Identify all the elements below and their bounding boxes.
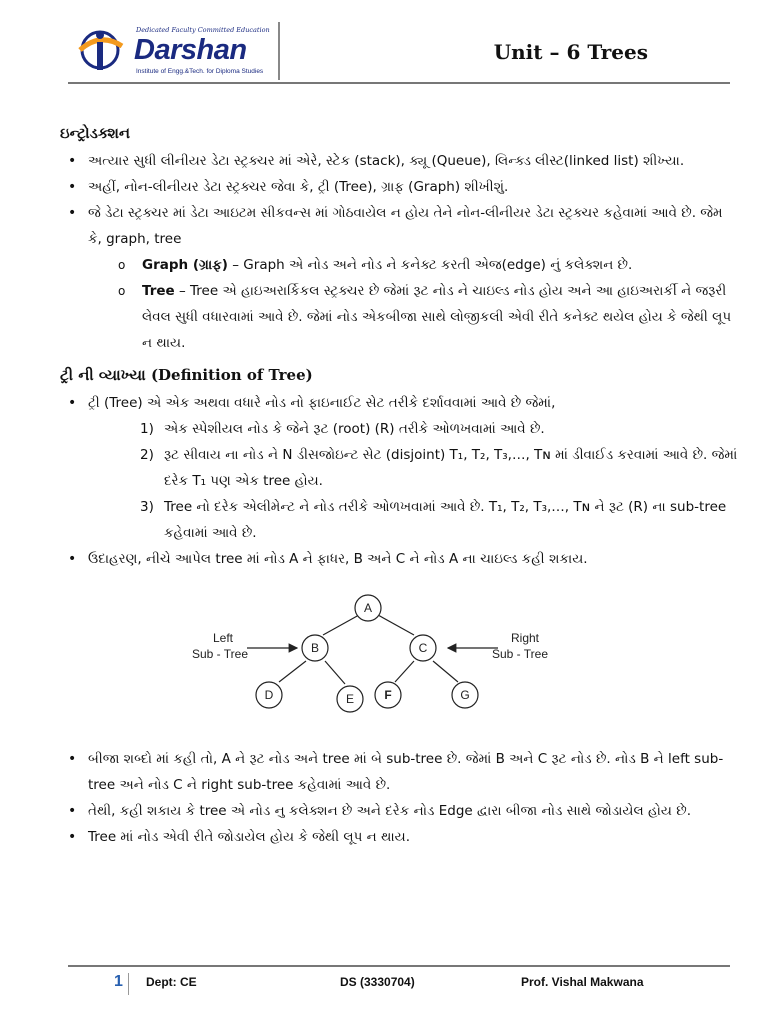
graph-item xyxy=(112,252,740,278)
edge-c-f xyxy=(395,661,414,682)
tree-edges xyxy=(247,615,498,684)
page-footer xyxy=(68,965,730,990)
definition-numbered-list xyxy=(88,416,740,546)
summary-bullet: • Tree માં નોડ એવી રીતે જોડાયેલ હોય કે જેથી લૂપ ન થાય. xyxy=(60,824,740,850)
tree-diagram-svg xyxy=(60,578,740,728)
intro-list xyxy=(60,148,740,356)
definition-heading xyxy=(60,362,740,388)
logo-tagline: Dedicated Faculty Committed Education xyxy=(136,26,270,34)
intro-sub-list xyxy=(88,252,740,356)
item-text: Tree નો દરેક એલીમેન્ટ ને નોડ તરીકે ઓળખવામાં આવે છે. T₁, T₂, T₃,…, Tɴ ને રૂટ (R) ના sub-tree કહેવામાં આવે છે. xyxy=(164,499,727,541)
edge-c-g xyxy=(433,661,458,682)
edge-b-d xyxy=(279,661,306,682)
footer-divider xyxy=(128,973,129,995)
edge-b-e xyxy=(325,661,345,684)
svg-text:F: F xyxy=(384,688,392,702)
right-label-2: Sub - Tree xyxy=(491,647,549,661)
logo-emblem-icon xyxy=(74,26,130,76)
summary-bullet: • તેથી, કહી શકાય કે tree એ નોડ નુ કલેક્શન છે અને દરેક નોડ Edge દ્વારા બીજા નોડ સાથે જોડાયેલ હોય છે. xyxy=(60,798,740,824)
item-text: રૂટ સીવાય ના નોડ ને N ડીસજોઇન્ટ સેટ (disjoint) T₁, T₂, T₃,…, Tɴ માં ડીવાઈડ કરવામાં આવે છે. જેમાં દરેક T₁ પણ એક tree હોય. xyxy=(164,447,738,489)
left-label-2: Sub - Tree xyxy=(191,647,249,661)
svg-text:C: C xyxy=(418,641,428,655)
definition-bullet-text: ટ્રી (Tree) એ એક અથવા વધારે નોડ નો ફાઇનાઈટ સેટ તરીકે દર્શાવવામાં આવે છે જેમાં, xyxy=(88,395,556,411)
darshan-logo xyxy=(74,24,270,76)
example-bullet: • ઉદાહરણ, નીચે આપેલ tree માં નોડ A ને ફાધર, B અને C ને નોડ A ના ચાઇલ્ડ કહી શકાય. xyxy=(60,546,740,572)
intro-bullet xyxy=(60,200,740,356)
definition-item xyxy=(140,442,740,494)
graph-term: Graph xyxy=(142,257,189,273)
intro-heading: ઇન્ટ્રોડક્શન xyxy=(60,124,131,142)
node-d xyxy=(256,682,282,708)
logo-subtitle: Institute of Engg.&Tech. for Diploma Studies xyxy=(136,68,264,75)
definition-bullet xyxy=(60,390,740,546)
svg-text:E: E xyxy=(345,692,355,706)
node-e xyxy=(337,686,363,712)
tree-diagram xyxy=(60,578,740,728)
graph-term-gu: (ગ્રાફ) xyxy=(188,257,228,273)
intro-bullet: • અહીં, નોન-લીનીયર ડેટા સ્ટ્રક્ચર જેવા કે, ટ્રી (Tree), ગ્રાફ (Graph) શીખીશું. xyxy=(60,174,740,200)
item-number: 2) xyxy=(140,447,154,463)
svg-text:B: B xyxy=(310,641,320,655)
definition-heading-en: (Definition of Tree) xyxy=(150,366,313,384)
item-number: 1) xyxy=(140,421,154,437)
item-text: એક સ્પેશીયલ નોડ કે જેને રૂટ (root) (R) તરીકે ઓળખવામાં આવે છે. xyxy=(164,421,545,437)
svg-text:G: G xyxy=(460,688,470,702)
item-number: 3) xyxy=(140,499,154,515)
node-f xyxy=(375,682,401,708)
svg-text:A: A xyxy=(363,601,373,615)
edge-a-c xyxy=(378,615,414,635)
page-content xyxy=(60,120,740,850)
definition-item xyxy=(140,494,740,546)
tree-text: – Tree એ હાઇઅરાર્કિકલ સ્ટ્રક્ચર છે જેમાં રૂટ નોડ ને ચાઇલ્ડ નોડ હોય અને આ હાઇઅરાર્કી ને જરૂરી લેવલ સુધી વધારવામાં આવે છે. જેમાં નોડ એકબીજા સાથે લોજીકલી એવી રીતે કનેક્ટ થયેલ હોય કે જેથી લૂપ ન થાય. xyxy=(142,283,732,351)
summary-bullet: • બીજા શબ્દો માં કહી તો, A ને રૂટ નોડ અને tree માં બે sub-tree છે. જેમાં B અને C રૂટ નોડ છે. નોડ B ને left sub-tree અને નોડ C ને right sub-tree કહેવામાં આવે છે. xyxy=(60,746,740,798)
header-divider xyxy=(278,22,280,80)
unit-title: Unit – 6 Trees xyxy=(493,40,648,64)
right-label-1: Right xyxy=(510,631,540,645)
definition-list xyxy=(60,390,740,572)
intro-bullet-text: જે ડેટા સ્ટ્રક્ચર માં ડેટા આઇટમ સીકવન્સ માં ગોઠવાયેલ ન હોય તેને નોન-લીનીયર ડેટા સ્ટ્રક્ચર કહેવામાં આવે છે. જેમ કે, graph, tree xyxy=(88,205,723,247)
edge-a-b xyxy=(323,615,359,635)
logo-name: Darshan xyxy=(134,34,247,66)
graph-text: – Graph એ નોડ અને નોડ ને કનેક્ટ કરતી એજ(edge) નું કલેક્શન છે. xyxy=(227,257,633,273)
summary-list xyxy=(60,746,740,850)
footer-course: DS (3330704) xyxy=(340,975,415,989)
footer-dept: Dept: CE xyxy=(146,975,197,989)
page-number: 1 xyxy=(114,973,123,990)
node-g xyxy=(452,682,478,708)
left-label-1: Left xyxy=(212,631,234,645)
tree-item xyxy=(112,278,740,356)
node-b xyxy=(302,635,328,661)
node-c xyxy=(410,635,436,661)
tree-term: Tree xyxy=(142,283,175,299)
definition-item xyxy=(140,416,740,442)
intro-bullet: • અત્યાર સુધી લીનીયર ડેટા સ્ટ્રક્ચર માં એરે, સ્ટેક (stack), ક્યૂ (Queue), લિન્ક્ડ લીસ્ટ(linked list) શીખ્યા. xyxy=(60,148,740,174)
footer-prof: Prof. Vishal Makwana xyxy=(521,975,644,989)
node-a xyxy=(355,595,381,621)
page-header xyxy=(68,20,730,84)
definition-heading-gu: ટ્રી ની વ્યાખ્યા xyxy=(60,366,146,384)
svg-text:D: D xyxy=(264,688,274,702)
